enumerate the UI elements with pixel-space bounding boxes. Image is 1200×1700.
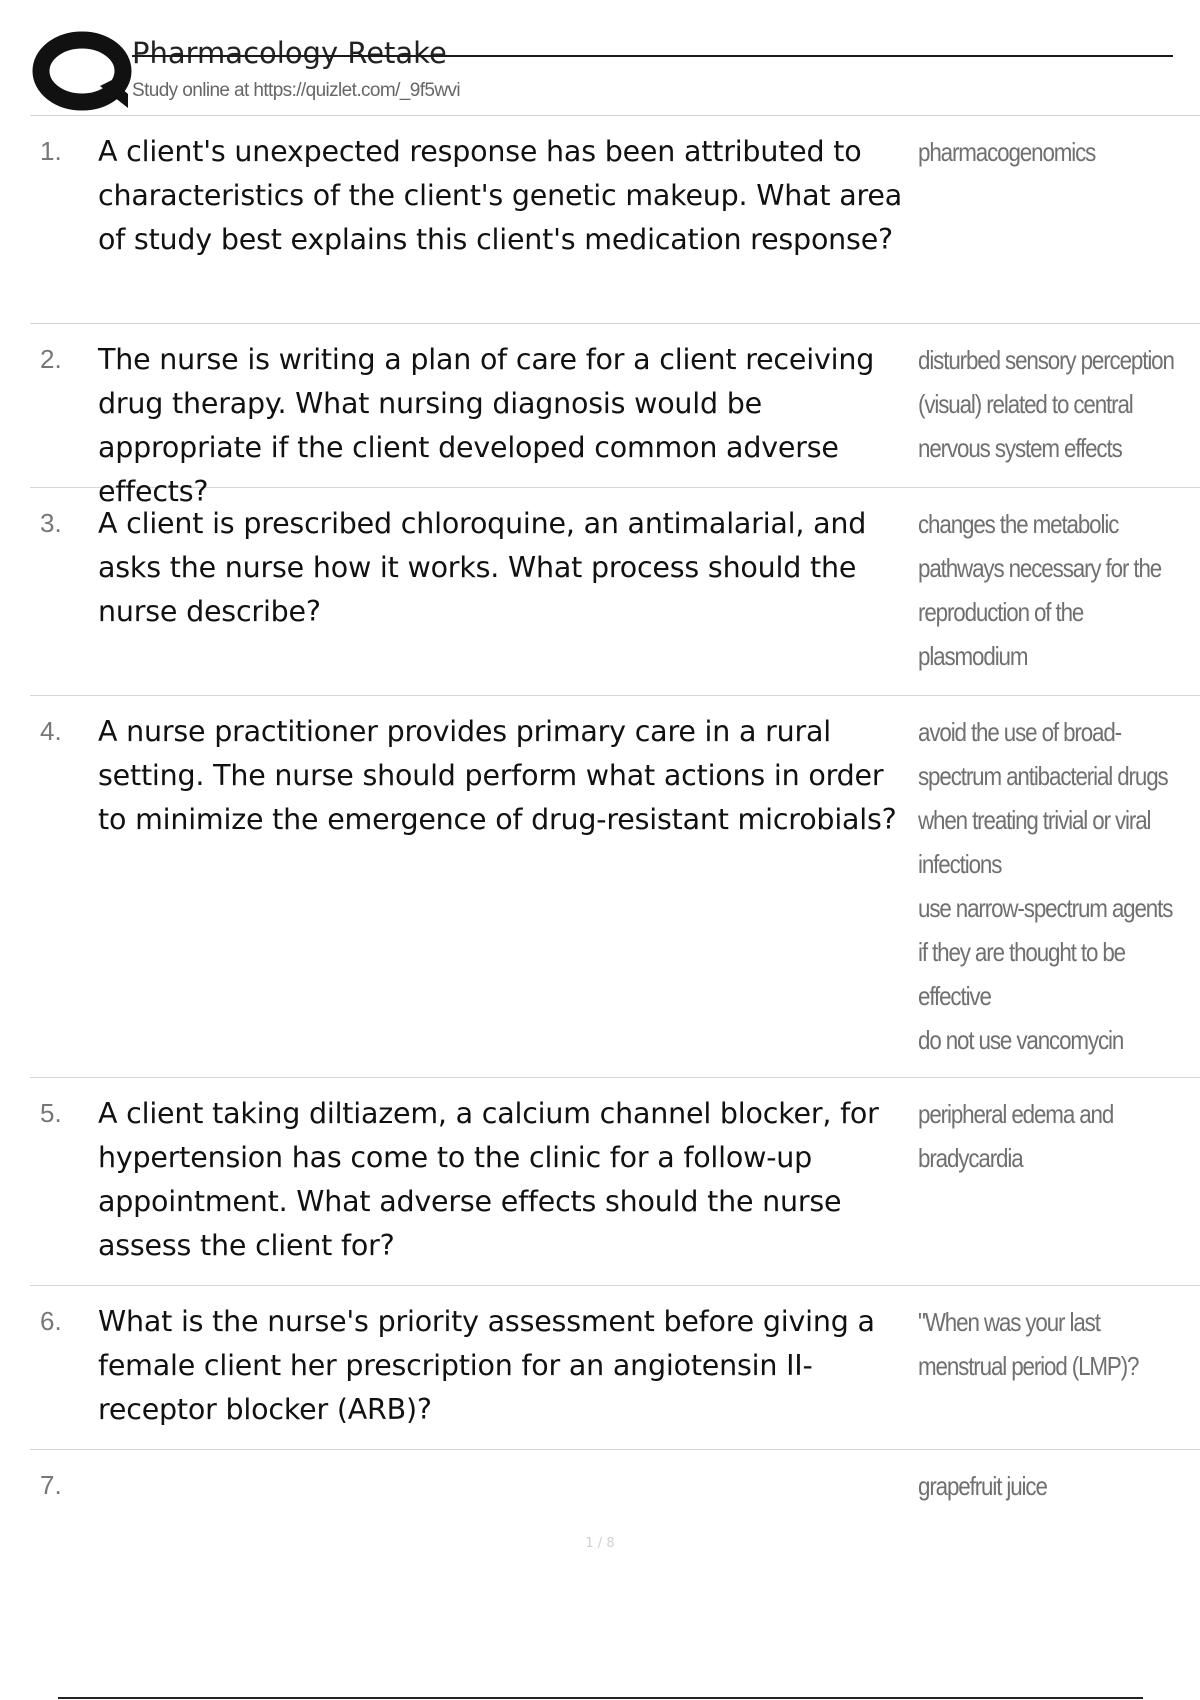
flashcard bbox=[30, 696, 1200, 1078]
title-rule bbox=[132, 55, 1173, 57]
card-question: A client's unexpected response has been attributed to characteristics of the client's genetic makeup. What area of study best explains this client's medication response? bbox=[98, 135, 902, 256]
card-answer-line: do not use vancomycin bbox=[918, 1025, 1124, 1055]
card-answer-line: avoid the use of broad-spectrum antibacterial drugs when treating trivial or viral infections bbox=[918, 717, 1168, 879]
card-answer bbox=[918, 1092, 1185, 1269]
flashcard bbox=[30, 488, 1200, 696]
card-number: 7. bbox=[40, 1470, 62, 1500]
document-title: Pharmacology Retake bbox=[132, 36, 447, 70]
card-question: A client is prescribed chloroquine, an antimalarial, and asks the nurse how it works. What process should the nurse describe? bbox=[98, 507, 867, 628]
flashcard bbox=[30, 1078, 1200, 1286]
card-number: 3. bbox=[40, 508, 62, 538]
card-number: 2. bbox=[40, 344, 62, 374]
card-question: A nurse practitioner provides primary care in a rural setting. The nurse should perform what actions in order to minimize the emergence of drug-resistant microbials? bbox=[98, 715, 897, 836]
flashcard bbox=[30, 324, 1200, 508]
card-number: 4. bbox=[40, 716, 62, 746]
card-answer-line: grapefruit juice bbox=[918, 1471, 1047, 1501]
card-answer bbox=[918, 1300, 1185, 1433]
card-answer-line: pharmacogenomics bbox=[918, 137, 1096, 167]
flashcard-list bbox=[30, 116, 1200, 1530]
card-answer bbox=[918, 710, 1185, 1061]
card-answer-line: changes the metabolic pathways necessary for the reproduction of the plasmodium bbox=[918, 509, 1162, 671]
flashcard bbox=[30, 116, 1200, 324]
quizlet-q-logo-icon bbox=[30, 30, 142, 112]
card-answer-line: use narrow-spectrum agents if they are thought to be effective bbox=[918, 893, 1173, 1011]
card-question: A client taking diltiazem, a calcium channel blocker, for hypertension has come to the clinic for a follow-up appointment. What adverse effects should the nurse assess the client for? bbox=[98, 1097, 879, 1262]
flashcard bbox=[30, 1286, 1200, 1450]
card-answer bbox=[918, 1464, 1185, 1514]
card-answer bbox=[918, 502, 1185, 679]
card-answer bbox=[918, 338, 1185, 471]
card-number: 5. bbox=[40, 1098, 62, 1128]
card-answer-line: disturbed sensory perception (visual) related to central nervous system effects bbox=[918, 345, 1174, 463]
card-answer bbox=[918, 130, 1185, 307]
card-question: What is the nurse's priority assessment before giving a female client her prescription for an angiotensin II-receptor blocker (ARB)? bbox=[98, 1305, 875, 1426]
card-answer-line: "When was your last menstrual period (LMP)? bbox=[918, 1307, 1139, 1381]
card-question bbox=[98, 1464, 918, 1514]
card-question: The nurse is writing a plan of care for a client receiving drug therapy. What nursing diagnosis would be appropriate if the client developed common adverse effects? bbox=[98, 343, 875, 508]
study-online-link[interactable]: Study online at https://quizlet.com/_9f5wvi bbox=[132, 80, 461, 101]
page-number: 1 / 8 bbox=[585, 1536, 615, 1551]
flashcard bbox=[30, 1450, 1200, 1530]
card-answer-line: peripheral edema and bradycardia bbox=[918, 1099, 1114, 1173]
card-number: 1. bbox=[40, 136, 62, 166]
card-number: 6. bbox=[40, 1306, 62, 1336]
footer-rule bbox=[58, 1697, 1143, 1699]
document-header bbox=[30, 30, 1200, 116]
